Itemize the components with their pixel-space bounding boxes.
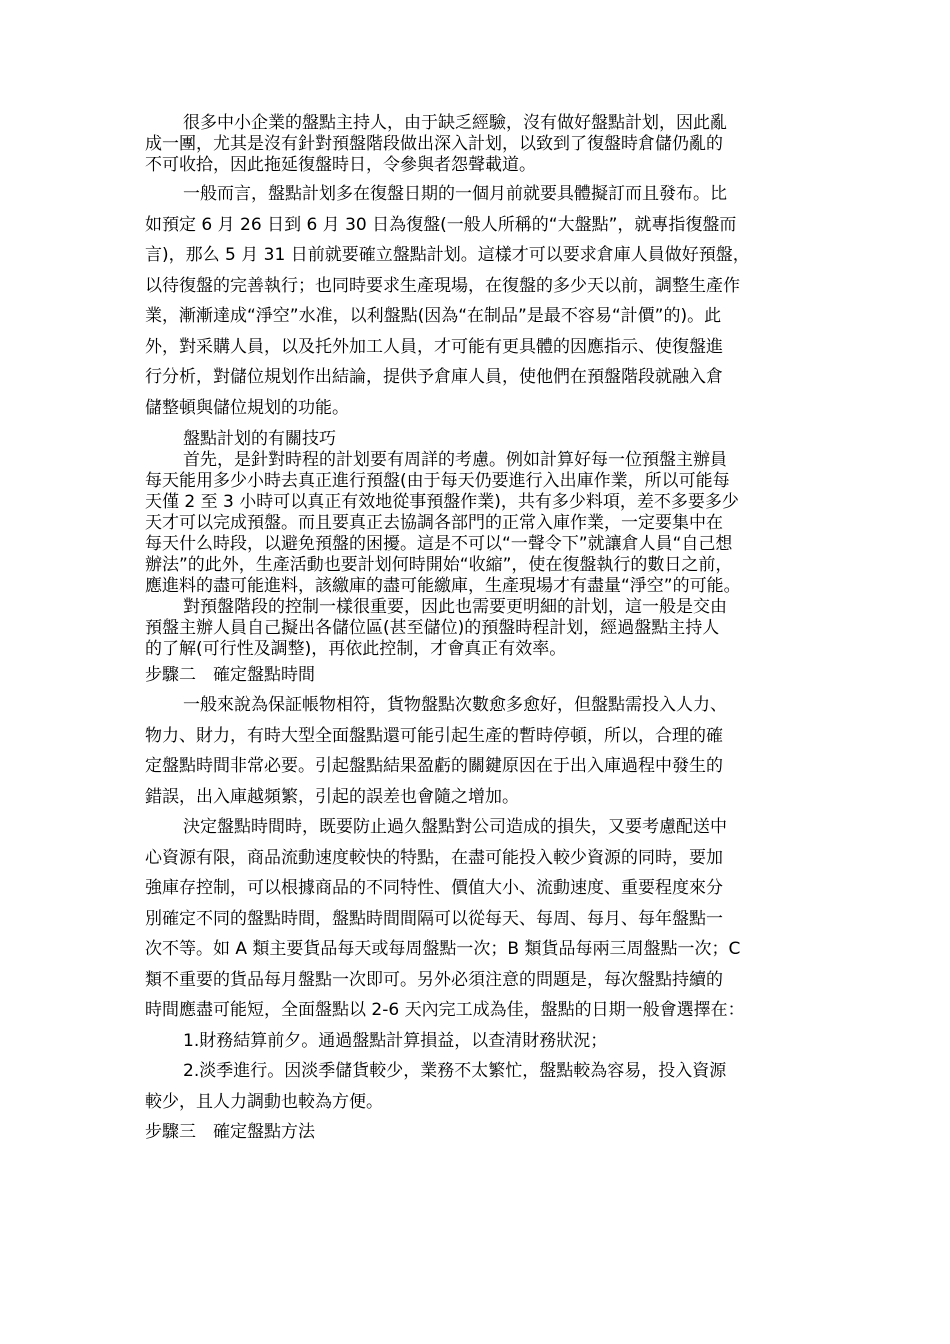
list-item-2	[145, 1056, 810, 1117]
text-line: 心資源有限，商品流動速度較快的特點，在盡可能投入較少資源的同時，要加	[145, 847, 723, 868]
text-line: 外，對采購人員，以及托外加工人員，才可能有更具體的因應指示、使復盤進	[145, 336, 723, 357]
text-line: 天才可以完成預盤。而且要真正去協調各部門的正常入庫作業，一定要集中在	[145, 513, 723, 533]
text-line: 的了解(可行性及調整)，再依此控制，才會真正有效率。	[145, 639, 567, 659]
text-line: 言)，那么 5 月 31 日前就要確立盤點計划。這樣才可以要求倉庫人員做好預盤，	[145, 245, 750, 265]
text-line: 時間應盡可能短，全面盤點以 2-6 天內完工成為佳，盤點的日期一般會選擇在：	[145, 1000, 745, 1020]
text-line: 每天什么時段，以避免預盤的困擾。這是不可以“一聲令下”就讓倉人員“自己想	[145, 534, 733, 554]
text-line: 2.淡季進行。因淡季儲貨較少，業務不太繁忙，盤點較為容易，投入資源	[183, 1061, 727, 1081]
text-line: 一般來說為保証帳物相符，貨物盤點次數愈多愈好，但盤點需投入人力、	[183, 695, 727, 715]
text-line: 一般而言，盤點計划多在復盤日期的一個月前就要具體擬訂而且發布。比	[183, 184, 727, 204]
heading-step-three	[145, 1117, 810, 1148]
paragraph-decide-timing	[145, 812, 810, 1026]
text-line: 次不等。如 A 類主要貨品每天或每周盤點一次；B 類貨品每兩三周盤點一次；C	[145, 939, 741, 959]
text-line: 別確定不同的盤點時間，盤點時間間隔可以從每天、每周、每月、每年盤點一	[145, 908, 723, 929]
text-line: 盤點計划的有關技巧	[183, 429, 336, 449]
text-line: 天僅 2 至 3 小時可以真正有效地從事預盤作業)，共有多少料項，差不多要多少	[145, 492, 739, 512]
text-line: 物力、財力，有時大型全面盤點還可能引起生產的暫時停頓，所以，合理的確	[145, 725, 723, 746]
text-line: 行分析，對儲位規划作出結論，提供予倉庫人員，使他們在預盤階段就融入倉	[145, 367, 723, 387]
text-line: 每天能用多少小時去真正進行預盤(由于每天仍要進行入出庫作業，所以可能每	[145, 471, 730, 491]
text-line: 步驟三 確定盤點方法	[145, 1122, 315, 1142]
paragraph-plan-timing	[145, 179, 810, 423]
subheading-techniques	[145, 429, 810, 450]
text-line: 錯誤，出入庫越頻繁，引起的誤差也會隨之增加。	[145, 786, 519, 807]
text-line: 決定盤點時間時，既要防止過久盤點對公司造成的損失，又要考慮配送中	[183, 817, 727, 837]
text-line: 定盤點時間非常必要。引起盤點結果盈虧的關鍵原因在于出入庫過程中發生的	[145, 756, 723, 776]
text-line: 不可收拾，因此拖延復盤時日，令參與者怨聲載道。	[145, 155, 536, 175]
paragraph-pre-count-control	[145, 597, 810, 660]
heading-step-two	[145, 663, 810, 687]
text-line: 儲整頓與儲位規划的功能。	[145, 397, 349, 418]
document-body	[145, 113, 810, 1148]
text-line: 1.財務結算前夕。通過盤點計算損益，以查清財務狀況；	[183, 1030, 608, 1051]
list-item-1	[145, 1026, 810, 1057]
paragraph-schedule	[145, 450, 810, 597]
text-line: 很多中小企業的盤點主持人，由于缺乏經驗，沒有做好盤點計划，因此亂	[183, 113, 727, 133]
text-line: 預盤主辦人員自己擬出各儲位區(甚至儲位)的預盤時程計划，經過盤點主持人	[145, 618, 720, 638]
text-line: 應進料的盡可能進料，該繳庫的盡可能繳庫，生產現場才有盡量“淨空”的可能。	[145, 576, 741, 596]
text-line: 成一團，尤其是沒有針對預盤階段做出深入計划，以致到了復盤時倉儲仍亂的	[145, 134, 723, 154]
text-line: 以待復盤的完善執行；也同時要求生產現場，在復盤的多少天以前，調整生產作	[145, 275, 740, 296]
text-line: 首先，是針對時程的計划要有周詳的考慮。例如計算好每一位預盤主辦員	[183, 450, 727, 470]
text-line: 強庫存控制，可以根據商品的不同特性、價值大小、流動速度、重要程度來分	[145, 878, 723, 898]
text-line: 如預定 6 月 26 日到 6 月 30 日為復盤(一般人所稱的“大盤點”，就專指復盤而	[145, 214, 737, 235]
paragraph-intro	[145, 113, 810, 176]
text-line: 對預盤階段的控制一樣很重要，因此也需要更明細的計划，這一般是交由	[183, 597, 727, 617]
text-line: 業，漸漸達成“淨空”水准，以利盤點(因為“在制品”是最不容易“計價”的)。此	[145, 306, 722, 326]
text-line: 辦法”的此外，生產活動也要計划何時開始“收縮”，使在復盤執行的數日之前，	[145, 555, 733, 575]
text-line: 類不重要的貨品每月盤點一次即可。另外必須注意的問題是，每次盤點持續的	[145, 969, 723, 990]
text-line: 步驟二 確定盤點時間	[145, 665, 315, 685]
text-line: 較少，且人力調動也較為方便。	[145, 1091, 383, 1112]
paragraph-count-frequency	[145, 690, 810, 812]
